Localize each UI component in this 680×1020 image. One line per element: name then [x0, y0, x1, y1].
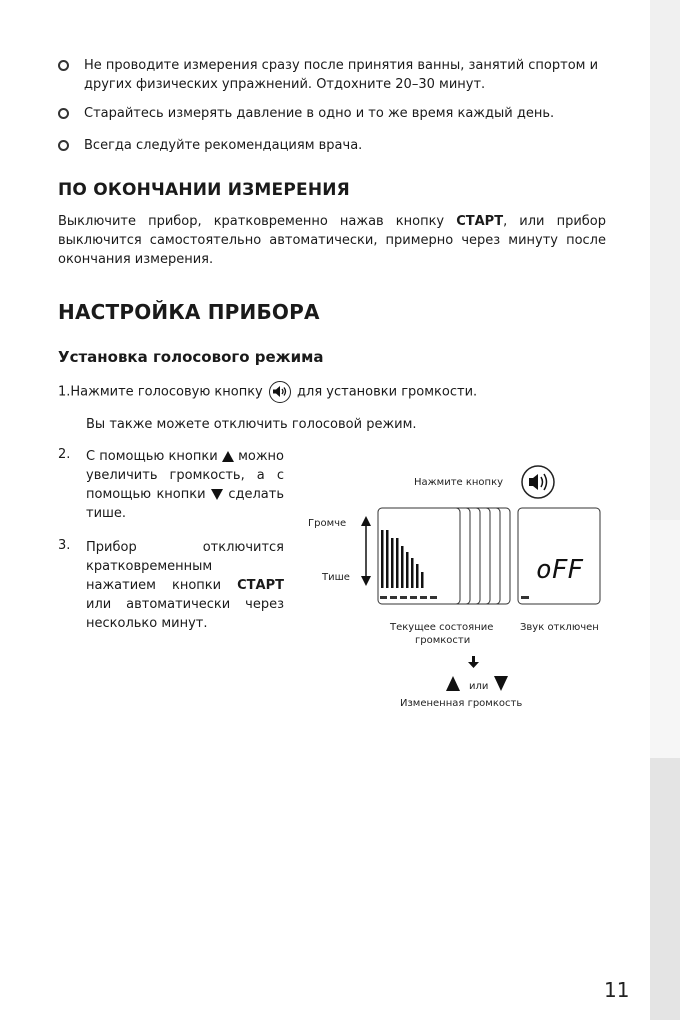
volume-diagram — [300, 458, 620, 708]
down-arrow-icon — [211, 489, 223, 500]
step-text: или автоматически через несколько минут. — [86, 597, 284, 631]
quieter-label: Тише — [322, 572, 350, 583]
up-arrow-icon — [222, 451, 234, 462]
bullet-text: Не проводите измерения сразу после принятия ванны, занятий спортом и других физических упражнений. Отдохните 20–30 минут. — [84, 58, 599, 92]
bullet-text: Старайтесь измерять давление в одно и то же время каждый день. — [84, 106, 555, 121]
down-arrow-icon — [468, 656, 479, 668]
changed-volume-label: Измененная громкость — [400, 698, 523, 708]
step-1 — [58, 381, 618, 403]
step-1-note: Вы также можете отключить голосовой режим. — [86, 417, 417, 432]
side-tab-middle — [650, 520, 680, 758]
page-number: 11 — [604, 978, 630, 1002]
start-button-label: СТАРТ — [237, 578, 284, 593]
step-text: для установки громкости. — [297, 384, 478, 400]
step-text: сделать тише. — [86, 487, 284, 521]
circle-bullet-icon — [58, 108, 69, 119]
step-text: С помощью кнопки — [86, 449, 218, 464]
lcd-screen-sound-off — [518, 508, 600, 604]
down-arrow-icon — [494, 676, 508, 691]
step-3-text — [86, 538, 284, 633]
start-button-label: СТАРТ — [456, 214, 504, 229]
volume-range-arrow-icon — [361, 516, 371, 586]
off-display-text: oFF — [536, 555, 583, 585]
step-3-number: 3. — [58, 538, 71, 553]
lcd-screens-stack — [378, 508, 510, 604]
side-tab-bottom — [650, 758, 680, 1020]
sound-off-label: Звук отключен — [520, 622, 599, 633]
press-button-label: Нажмите кнопку — [414, 477, 504, 488]
current-state-label: Текущее состояние — [390, 622, 494, 633]
circle-bullet-icon — [58, 60, 69, 71]
side-tab-top — [650, 0, 680, 520]
section-heading-settings: НАСТРОЙКА ПРИБОРА — [58, 300, 320, 324]
current-state-label: громкости — [415, 635, 471, 646]
voice-button-icon — [269, 381, 291, 403]
bullet-text: Всегда следуйте рекомендациям врача. — [84, 138, 363, 153]
section-heading-after-measurement: ПО ОКОНЧАНИИ ИЗМЕРЕНИЯ — [58, 180, 350, 200]
step-text: Прибор отключится кратковременным нажатием кнопки — [86, 540, 284, 593]
paragraph-text: , или прибор выключится самостоятельно автоматически, примерно через минуту после окончания измерения. — [58, 214, 606, 267]
step-2-number: 2. — [58, 447, 71, 462]
voice-button-icon — [522, 466, 554, 498]
subheading-voice-mode: Установка голосового режима — [58, 348, 324, 366]
circle-bullet-icon — [58, 140, 69, 151]
up-arrow-icon — [446, 676, 460, 691]
louder-label: Громче — [308, 518, 347, 529]
step-2-text — [86, 447, 284, 523]
after-measurement-paragraph — [58, 212, 606, 269]
or-label: или — [469, 681, 489, 692]
step-text: 1.Нажмите голосовую кнопку — [58, 384, 263, 400]
paragraph-text: Выключите прибор, кратковременно нажав кнопку — [58, 214, 457, 229]
step-text: можно увеличить громкость, а с помощью кнопки — [86, 449, 284, 502]
